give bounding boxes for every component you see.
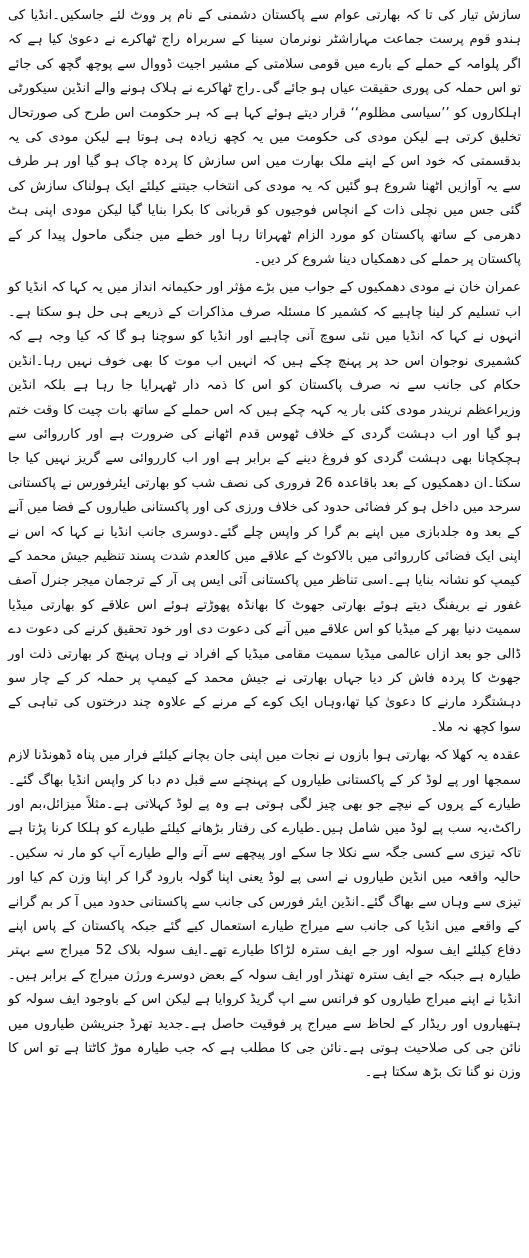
article-paragraph-2: عمران خان نے مودی دھمکیوں کے جواب میں بڑے مؤثر اور حکیمانہ انداز میں یہ کہا کہ انڈیا کو اب تسلیم کر لینا چاہیے کہ کشمیر کا مسئلہ صرف مذاکرات کے ذریعے ہی حل ہو سکتا ہے۔انہوں نے کہا کہ انڈیا میں نئی سوچ آنی چاہیے اور انڈیا کو سوچنا ہو گا کہ کیا وجہ ہے کہ کشمیری نوجوان اس حد پر پہنچ چکے ہیں کہ انہیں اب موت کا بھی خوف نہیں رہا۔انڈین حکام کی جانب سے نہ صرف پاکستان کو اس کا ذمہ دار ٹھہرایا جا رہا ہے بلکہ انڈین وزیراعظم نریندر مودی کئی بار یہ کہہ چکے ہیں کہ اس حملے کے ساتھ بات چیت کا وقت ختم ہو گیا اور اب دہشت گردی کے خلاف ٹھوس قدم اٹھانے کی ضرورت ہے اور کارروائی سے ہچکچانا بھی دہشت گردی کو فروغ دینے کے برابر ہے اور اب کارروائی سے گریز نہیں کیا جا سکتا۔ان دھمکیوں کے بعد باقاعدہ 26 فروری کی نصف شب کو بھارتی ایئرفورس نے پاکستانی سرحد میں داخل ہو کر فضائی حدود کی خلاف ورزی کی اور پاکستانی طیاروں کے فضا میں آنے کے بعد وہ جلدبازی میں اپنے بم گرا کر واپس چلے گئے۔دوسری جانب انڈیا نے کہا کہ اس نے اپنی ایک فضائی کارروائی میں بالاکوٹ کے علاقے میں کالعدم شدت پسند تنظیم جیش محمد کے کیمپ کو نشانہ بنایا ہے۔اسی تناظر میں پاکستانی آئی ایس پی آر کے ترجمان میجر جنرل آصف غفور نے بریفنگ دیتے ہوئے بھارتی جھوٹ کا بھانڈہ پھوڑتے ہوئے اس علاقے کو بھارتی میڈیا سمیت دنیا بھر کے میڈیا کو اس علاقے میں آنے کی دعوت دی اور خود تحقیق کرنے کی دعوت دے ڈالی جو بعد ازاں عالمی میڈیا سمیت مقامی میڈیا کے افراد نے وہاں پہنچ کر بھارتی ذلت اور جھوٹ کا پردہ فاش کر دیا جہاں بھارتی نے جیش محمد کے کیمپ پر حملہ کر کے چار سو دہشتگرد مارنے کا دعویٰ کیا تھا،وہاں ایک کوے کے مرنے کے علاوہ چند درختوں کی تباہی کے سوا کچھ نہ ملا۔ bbox=[8, 280, 521, 735]
article-paragraph-1: سازش تیار کی تا کہ بھارتی عوام سے پاکستان دشمنی کے نام پر ووٹ لئے جاسکیں۔انڈیا کی ہندو قوم پرست جماعت مہاراشٹر نونرمان سینا کے سربراہ راج ٹھاکرے نے دعویٰ کیا ہے کہ اگر پلوامہ کے حملے کے بارے میں قومی سلامتی کے مشیر اجیت ڈووال سے پوچھ گچھ کی جائے تو اس حملہ کی پوری حقیقت عیاں ہو جائے گی۔راج ٹھاکرے نے ہلاک ہونے والے انڈین سیکورٹی اہلکاروں کو ’’سیاسی مظلوم‘‘ قرار دیتے ہوئے کہا ہے کہ ہر حکومت اس طرح کی صورتحال تخلیق کرتی ہے لیکن مودی کی حکومت میں یہ کچھ زیادہ ہی ہوتا ہے لیکن مودی کی یہ بدقسمتی کہ خود اس کے اپنے ملک بھارت میں اس سازش کا پردہ چاک ہو گیا اور ہر طرف سے یہ آوازیں اٹھنا شروع ہو گئیں کہ یہ مودی کی انتخاب جیتنے کیلئے ایک ہولناک سازش کی گئی جس میں نچلی ذات کے انچاس فوجیوں کو قربانی کا بکرا بنایا گیا لیکن مودی اپنی ہٹ دھرمی کے ساتھ پاکستان کو مورد الزام ٹھہراتا رہا اور خطے میں جنگی ماحول پیدا کر کے پاکستان پر حملے کی دھمکیاں دینا شروع کر دیں۔ bbox=[8, 8, 521, 268]
article-paragraph-3: عقدہ یہ کھلا کہ بھارتی ہوا بازوں نے نجات میں اپنی جان بچانے کیلئے فرار میں پناہ ڈھونڈنا لازم سمجھا اور پے لوڈ کر کے پاکستانی طیاروں کے پہنچنے سے قبل دم دبا کر واپس انڈیا بھاگ گئے۔طیارے کے پروں کے نیچے جو بھی چیز لگی ہوتی ہے وہ پے لوڈ کہلاتی ہے۔مثلاً میزائل،بم اور راکٹ،یہ سب پے لوڈ میں شامل ہیں۔طیارے کی رفتار بڑھانے کیلئے طیارے کو ہلکا کرنا پڑتا ہے تاکہ تیزی سے کسی جگہ سے نکلا جا سکے اور پیچھے سے آنے والے طیارے آپ کو مار نہ سکیں۔حالیہ واقعہ میں انڈین طیاروں نے اسی پے لوڈ یعنی اپنا گولہ بارود گرا کر اپنا وزن کم کیا اور تیزی سے وہاں سے بھاگ گئے۔انڈین ایئر فورس کی جانب سے پاکستانی حدود میں آ کر بم گرانے کے واقعے میں انڈیا کی جانب سے میراج طیارے استعمال کیے گئے جبکہ پاکستان کے پاس اپنے دفاع کیلئے ایف سولہ اور جے ایف سترہ لڑاکا طیارے تھے۔ایف سولہ بلاک 52 میراج سے بہتر طیارہ ہے جبکہ جے ایف سترہ تھنڈر اور ایف سولہ کے بعض دوسرے ورژن میراج کے برابر ہیں۔انڈیا نے اپنے میراج طیاروں کو فرانس سے اپ گریڈ کروایا ہے لیکن اس کے باوجود ایف سولہ کو ہتھیاروں اور ریڈار کے لحاظ سے میراج پر فوقیت حاصل ہے۔جدید تھرڈ جنریشن طیاروں میں نائن جی کی صلاحیت ہوتی ہے۔نائن جی کا مطلب ہے کہ جب طیارہ موڑ کاٹتا ہے تو اس کا وزن نو گنا تک بڑھ سکتا ہے۔ bbox=[8, 748, 521, 1081]
